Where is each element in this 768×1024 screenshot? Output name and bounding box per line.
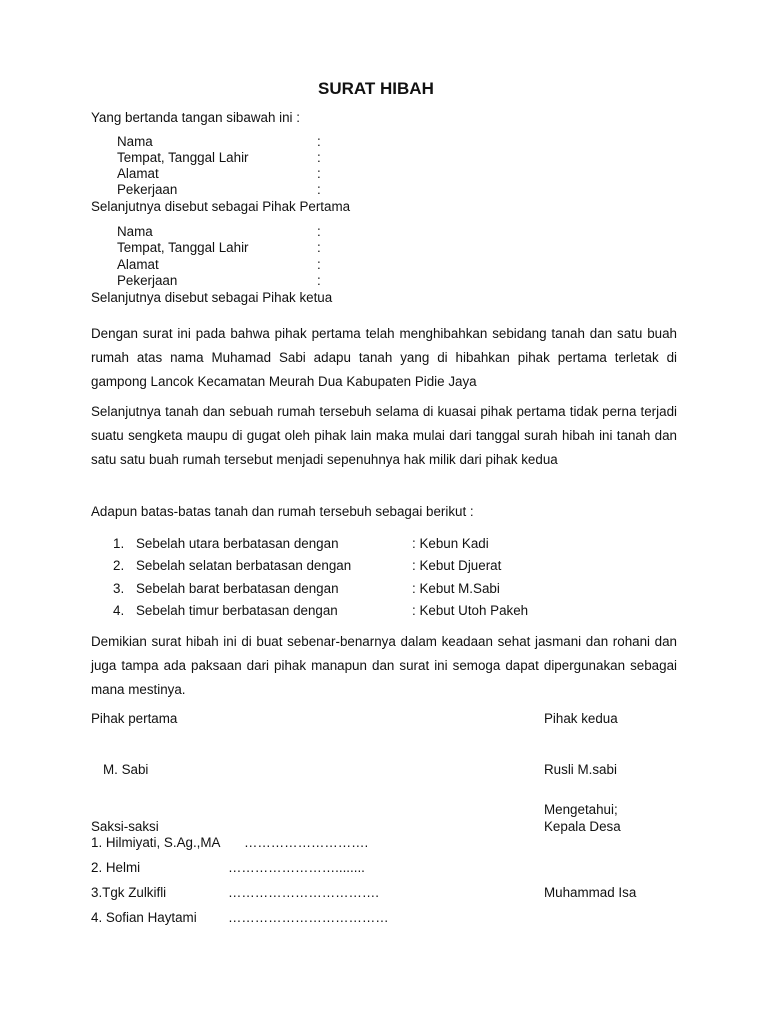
field-colon: :: [317, 273, 321, 288]
field-colon: :: [317, 240, 321, 255]
mengetahui-label: Mengetahui;: [544, 802, 618, 817]
boundary-label-selatan: Sebelah selatan berbatasan dengan: [136, 558, 352, 573]
witness-name: 1. Hilmiyati, S.Ag.,MA: [91, 835, 221, 850]
field-colon: :: [317, 257, 321, 272]
list-number: 2.: [113, 558, 125, 573]
boundary-label-timur: Sebelah timur berbatasan dengan: [136, 603, 338, 618]
field-colon: :: [317, 150, 321, 165]
list-number: 3.: [113, 581, 125, 596]
boundary-value-timur: : Kebut Utoh Pakeh: [412, 603, 529, 618]
witness-dots: ………………………………: [228, 910, 389, 925]
field-colon: :: [317, 166, 321, 181]
field-label-ttl: Tempat, Tanggal Lahir: [117, 240, 249, 255]
kepala-desa-name: Muhammad Isa: [544, 885, 637, 900]
boundary-value-barat: : Kebut M.Sabi: [412, 581, 500, 596]
boundary-value-utara: : Kebun Kadi: [412, 536, 489, 551]
field-label-pekerjaan: Pekerjaan: [117, 273, 178, 288]
paragraph-hibah: Dengan surat ini pada bahwa pihak pertama telah menghibahkan sebidang tanah dan satu buah rumah atas nama Muhamad Sabi adapu tanah yang di hibahkan pihak pertama terletak di gampong Lancok Kecamatan Meurah Dua Kabupaten Pidie Jaya: [91, 326, 677, 389]
kepala-desa-label: Kepala Desa: [544, 819, 621, 834]
field-colon: :: [317, 134, 321, 149]
list-number: 1.: [113, 536, 125, 551]
intro-text: Yang bertanda tangan sibawah ini :: [91, 110, 300, 125]
signature-name-pihak-kedua: Rusli M.sabi: [544, 762, 617, 777]
witness-dots: …………………………….: [228, 885, 380, 900]
witness-dots: ……………………........: [228, 860, 365, 875]
paragraph-closing: Demikian surat hibah ini di buat sebenar-benarnya dalam keadaan sehat jasmani dan rohani dan juga tampa ada paksaan dari pihak manapun dan surat ini semoga dapat dipergunakan sebagai mana mestinya.: [91, 634, 677, 697]
witness-dots: ……………………….: [244, 835, 369, 850]
field-label-ttl: Tempat, Tanggal Lahir: [117, 150, 249, 165]
field-label-pekerjaan: Pekerjaan: [117, 182, 178, 197]
boundaries-intro: Adapun batas-batas tanah dan rumah tersebuh sebagai berikut :: [91, 504, 474, 519]
witness-name: 2. Helmi: [91, 860, 141, 875]
field-label-alamat: Alamat: [117, 257, 159, 272]
paragraph-status: Selanjutnya tanah dan sebuah rumah tersebuh selama di kuasai pihak pertama tidak perna terjadi suatu sengketa maupu di gugat oleh pihak lain maka mulai dari tanggal surah hibah ini tanah dan satu satu buah rumah tersebut menjadi sepenuhnya hak milik dari pihak kedua: [91, 404, 677, 467]
list-number: 4.: [113, 603, 125, 618]
boundary-label-utara: Sebelah utara berbatasan dengan: [136, 536, 339, 551]
witness-name: 3.Tgk Zulkifli: [91, 885, 167, 900]
signature-label-pihak-kedua: Pihak kedua: [544, 711, 618, 726]
field-colon: :: [317, 224, 321, 239]
witness-name: 4. Sofian Haytami: [91, 910, 197, 925]
field-label-nama: Nama: [117, 134, 153, 149]
pihak-pertama-label: Selanjutnya disebut sebagai Pihak Pertama: [91, 199, 351, 214]
field-label-alamat: Alamat: [117, 166, 159, 181]
boundary-label-barat: Sebelah barat berbatasan dengan: [136, 581, 339, 596]
signature-label-pihak-pertama: Pihak pertama: [91, 711, 178, 726]
document-title: SURAT HIBAH: [318, 79, 434, 98]
saksi-label: Saksi-saksi: [91, 819, 159, 834]
pihak-kedua-label: Selanjutnya disebut sebagai Pihak ketua: [91, 290, 333, 305]
field-label-nama: Nama: [117, 224, 153, 239]
signature-name-pihak-pertama: M. Sabi: [103, 762, 149, 777]
boundary-value-selatan: : Kebut Djuerat: [412, 558, 502, 573]
field-colon: :: [317, 182, 321, 197]
